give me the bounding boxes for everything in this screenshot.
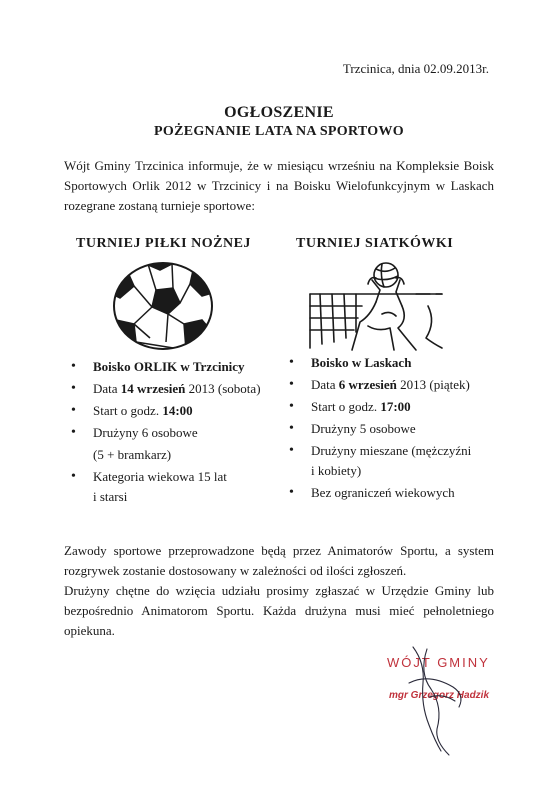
footer-line: bezpośrednio Animatorom Sportu. Każda drużyna musi mieć pełnoletniego [64, 603, 494, 618]
intro-line: Sportowych Orlik 2012 w Trzcinicy i na Boisku Wielofunkcyjnym w Laskach [64, 178, 494, 193]
list-item [70, 425, 280, 463]
football-details-list [70, 359, 280, 511]
volleyball-start-time: 17:00 [380, 399, 411, 414]
volleyball-venue: Boisko w Laskach [311, 355, 412, 370]
football-ball-icon [110, 258, 216, 354]
label-text: 2013 (sobota) [185, 381, 261, 396]
list-item [288, 421, 508, 437]
footer-line: Drużyny chętne do wzięcia udziału prosimy zgłaszać w Urzędzie Gminy lub [64, 583, 494, 598]
stamp-office: WÓJT GMINY [387, 655, 490, 670]
label-text: • Drużyny 6 osobowe [93, 425, 198, 440]
list-item [70, 469, 280, 505]
footer-paragraph [64, 541, 494, 641]
list-item [288, 399, 508, 415]
label-text: Drużyny 5 osobowe [311, 421, 416, 436]
label-text: (5 + bramkarz) [93, 447, 172, 462]
label-text: Data [93, 381, 121, 396]
football-start-time: 14:00 [162, 403, 193, 418]
label-text: i starsi [93, 489, 128, 504]
label-text: Bez ograniczeń wiekowych [311, 485, 455, 500]
official-stamp-signature [369, 643, 519, 758]
label-text: Data [311, 377, 339, 392]
document-date: Trzcinica, dnia 02.09.2013r. [342, 61, 489, 76]
list-item [70, 403, 280, 419]
list-item [70, 381, 280, 397]
footer-line: opiekuna. [64, 623, 115, 638]
page-subtitle: POŻEGNANIE LATA NA SPORTOWO [154, 124, 404, 139]
volleyball-player-icon [298, 262, 448, 352]
label-text: Start o godz. [311, 399, 381, 414]
intro-paragraph [64, 156, 494, 216]
label-text: i kobiety) [311, 463, 362, 478]
football-venue: Boisko ORLIK w Trzcinicy [93, 359, 245, 374]
label-text: • Drużyny mieszane (mężczyźni [311, 443, 472, 458]
intro-line: Wójt Gminy Trzcinica informuje, że w miesiącu wrześniu na Kompleksie Boisk [64, 158, 494, 173]
list-item [70, 359, 280, 375]
label-text: • Kategoria wiekowa 15 lat [93, 469, 227, 484]
intro-line: rozegrane zostaną turnieje sportowe: [64, 198, 255, 213]
label-text: 2013 (piątek) [396, 377, 470, 392]
volleyball-section-title: TURNIEJ SIATKÓWKI [296, 236, 454, 251]
list-item [288, 355, 508, 371]
volleyball-details-list [288, 355, 508, 507]
footer-line: rozgrywek zostanie dostosowany w zależności od ilości zgłoszeń. [64, 563, 407, 578]
stamp-name: mgr Grzegorz Hadzik [389, 690, 490, 701]
list-item [288, 443, 508, 479]
football-date: 14 wrzesień [120, 381, 186, 396]
list-item [288, 485, 508, 501]
football-section-title: TURNIEJ PIŁKI NOŻNEJ [76, 236, 251, 251]
volleyball-date: 6 wrzesień [338, 377, 397, 392]
list-item [288, 377, 508, 393]
footer-line: Zawody sportowe przeprowadzone będą przez Animatorów Sportu, a system [64, 543, 494, 558]
label-text: Start o godz. [93, 403, 163, 418]
page-title: OGŁOSZENIE [224, 104, 334, 121]
